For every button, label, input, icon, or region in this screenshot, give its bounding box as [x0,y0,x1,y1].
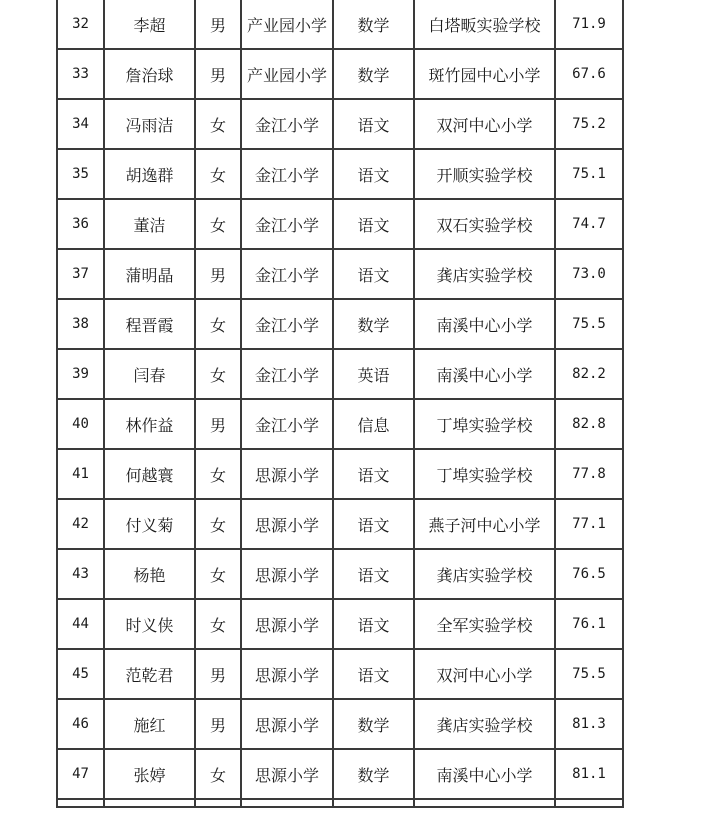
teacher-name: 范乾君 [104,649,195,699]
score: 82.8 [555,399,623,449]
row-number: 44 [57,599,104,649]
origin-school: 金江小学 [241,399,333,449]
table-row [57,649,623,699]
gender: 女 [195,449,241,499]
subject: 语文 [333,549,414,599]
gender: 女 [195,749,241,799]
target-school: 白塔畈实验学校 [414,0,555,49]
gender: 女 [195,499,241,549]
target-school: 南溪中心小学 [414,349,555,399]
score: 76.1 [555,599,623,649]
table-row [57,349,623,399]
row-number: 36 [57,199,104,249]
gender: 女 [195,349,241,399]
table-row [57,699,623,749]
target-school: 南溪中心小学 [414,749,555,799]
cell-empty [195,799,241,807]
row-number: 33 [57,49,104,99]
target-school: 双石实验学校 [414,199,555,249]
table-row [57,0,623,49]
table-row [57,399,623,449]
score: 75.5 [555,649,623,699]
origin-school: 金江小学 [241,349,333,399]
subject: 语文 [333,249,414,299]
origin-school: 金江小学 [241,249,333,299]
table-row [57,449,623,499]
subject: 语文 [333,649,414,699]
subject: 数学 [333,0,414,49]
origin-school: 思源小学 [241,699,333,749]
target-school: 斑竹园中心小学 [414,49,555,99]
cell-empty [57,799,104,807]
origin-school: 产业园小学 [241,0,333,49]
teacher-table [56,0,624,808]
score: 81.3 [555,699,623,749]
cell-empty [241,799,333,807]
score: 73.0 [555,249,623,299]
subject: 语文 [333,449,414,499]
score: 75.2 [555,99,623,149]
score: 77.1 [555,499,623,549]
gender: 男 [195,399,241,449]
row-number: 38 [57,299,104,349]
origin-school: 产业园小学 [241,49,333,99]
teacher-name: 施红 [104,699,195,749]
cell-empty [333,799,414,807]
gender: 男 [195,699,241,749]
subject: 信息 [333,399,414,449]
row-number: 35 [57,149,104,199]
subject: 语文 [333,149,414,199]
table-row [57,499,623,549]
subject: 数学 [333,699,414,749]
score: 82.2 [555,349,623,399]
origin-school: 思源小学 [241,649,333,699]
row-number: 37 [57,249,104,299]
gender: 女 [195,299,241,349]
table-body [57,0,623,807]
score: 81.1 [555,749,623,799]
origin-school: 思源小学 [241,499,333,549]
table-row [57,199,623,249]
subject: 语文 [333,499,414,549]
gender: 女 [195,149,241,199]
target-school: 全军实验学校 [414,599,555,649]
target-school: 南溪中心小学 [414,299,555,349]
target-school: 龚店实验学校 [414,549,555,599]
score: 71.9 [555,0,623,49]
table-row [57,749,623,799]
origin-school: 思源小学 [241,449,333,499]
row-number: 45 [57,649,104,699]
gender: 男 [195,649,241,699]
target-school: 龚店实验学校 [414,699,555,749]
origin-school: 思源小学 [241,749,333,799]
origin-school: 金江小学 [241,99,333,149]
row-number: 40 [57,399,104,449]
gender: 男 [195,249,241,299]
gender: 男 [195,0,241,49]
target-school: 双河中心小学 [414,649,555,699]
subject: 语文 [333,199,414,249]
row-number: 34 [57,99,104,149]
cell-empty [555,799,623,807]
target-school: 燕子河中心小学 [414,499,555,549]
score: 75.1 [555,149,623,199]
table-row [57,599,623,649]
target-school: 丁埠实验学校 [414,399,555,449]
teacher-name: 何越寰 [104,449,195,499]
score: 74.7 [555,199,623,249]
table-row [57,549,623,599]
subject: 数学 [333,749,414,799]
row-number: 39 [57,349,104,399]
origin-school: 金江小学 [241,149,333,199]
subject: 数学 [333,49,414,99]
teacher-table-container [56,0,622,808]
subject: 英语 [333,349,414,399]
target-school: 开顺实验学校 [414,149,555,199]
table-row [57,149,623,199]
subject: 语文 [333,99,414,149]
gender: 女 [195,199,241,249]
row-number: 41 [57,449,104,499]
teacher-name: 蒲明晶 [104,249,195,299]
target-school: 丁埠实验学校 [414,449,555,499]
origin-school: 金江小学 [241,299,333,349]
cell-empty [414,799,555,807]
teacher-name: 胡逸群 [104,149,195,199]
table-row [57,299,623,349]
target-school: 双河中心小学 [414,99,555,149]
row-number: 32 [57,0,104,49]
origin-school: 思源小学 [241,549,333,599]
table-row-partial [57,799,623,807]
row-number: 47 [57,749,104,799]
table-row [57,99,623,149]
gender: 女 [195,599,241,649]
row-number: 42 [57,499,104,549]
origin-school: 金江小学 [241,199,333,249]
teacher-name: 付义菊 [104,499,195,549]
subject: 数学 [333,299,414,349]
teacher-name: 李超 [104,0,195,49]
teacher-name: 时义侠 [104,599,195,649]
cell-empty [104,799,195,807]
teacher-name: 程晋霞 [104,299,195,349]
teacher-name: 詹治球 [104,49,195,99]
gender: 女 [195,99,241,149]
table-row [57,249,623,299]
score: 76.5 [555,549,623,599]
gender: 男 [195,49,241,99]
score: 67.6 [555,49,623,99]
origin-school: 思源小学 [241,599,333,649]
score: 77.8 [555,449,623,499]
teacher-name: 董洁 [104,199,195,249]
teacher-name: 杨艳 [104,549,195,599]
table-row [57,49,623,99]
row-number: 46 [57,699,104,749]
score: 75.5 [555,299,623,349]
teacher-name: 林作益 [104,399,195,449]
target-school: 龚店实验学校 [414,249,555,299]
row-number: 43 [57,549,104,599]
subject: 语文 [333,599,414,649]
teacher-name: 冯雨洁 [104,99,195,149]
teacher-name: 张婷 [104,749,195,799]
gender: 女 [195,549,241,599]
teacher-name: 闫春 [104,349,195,399]
